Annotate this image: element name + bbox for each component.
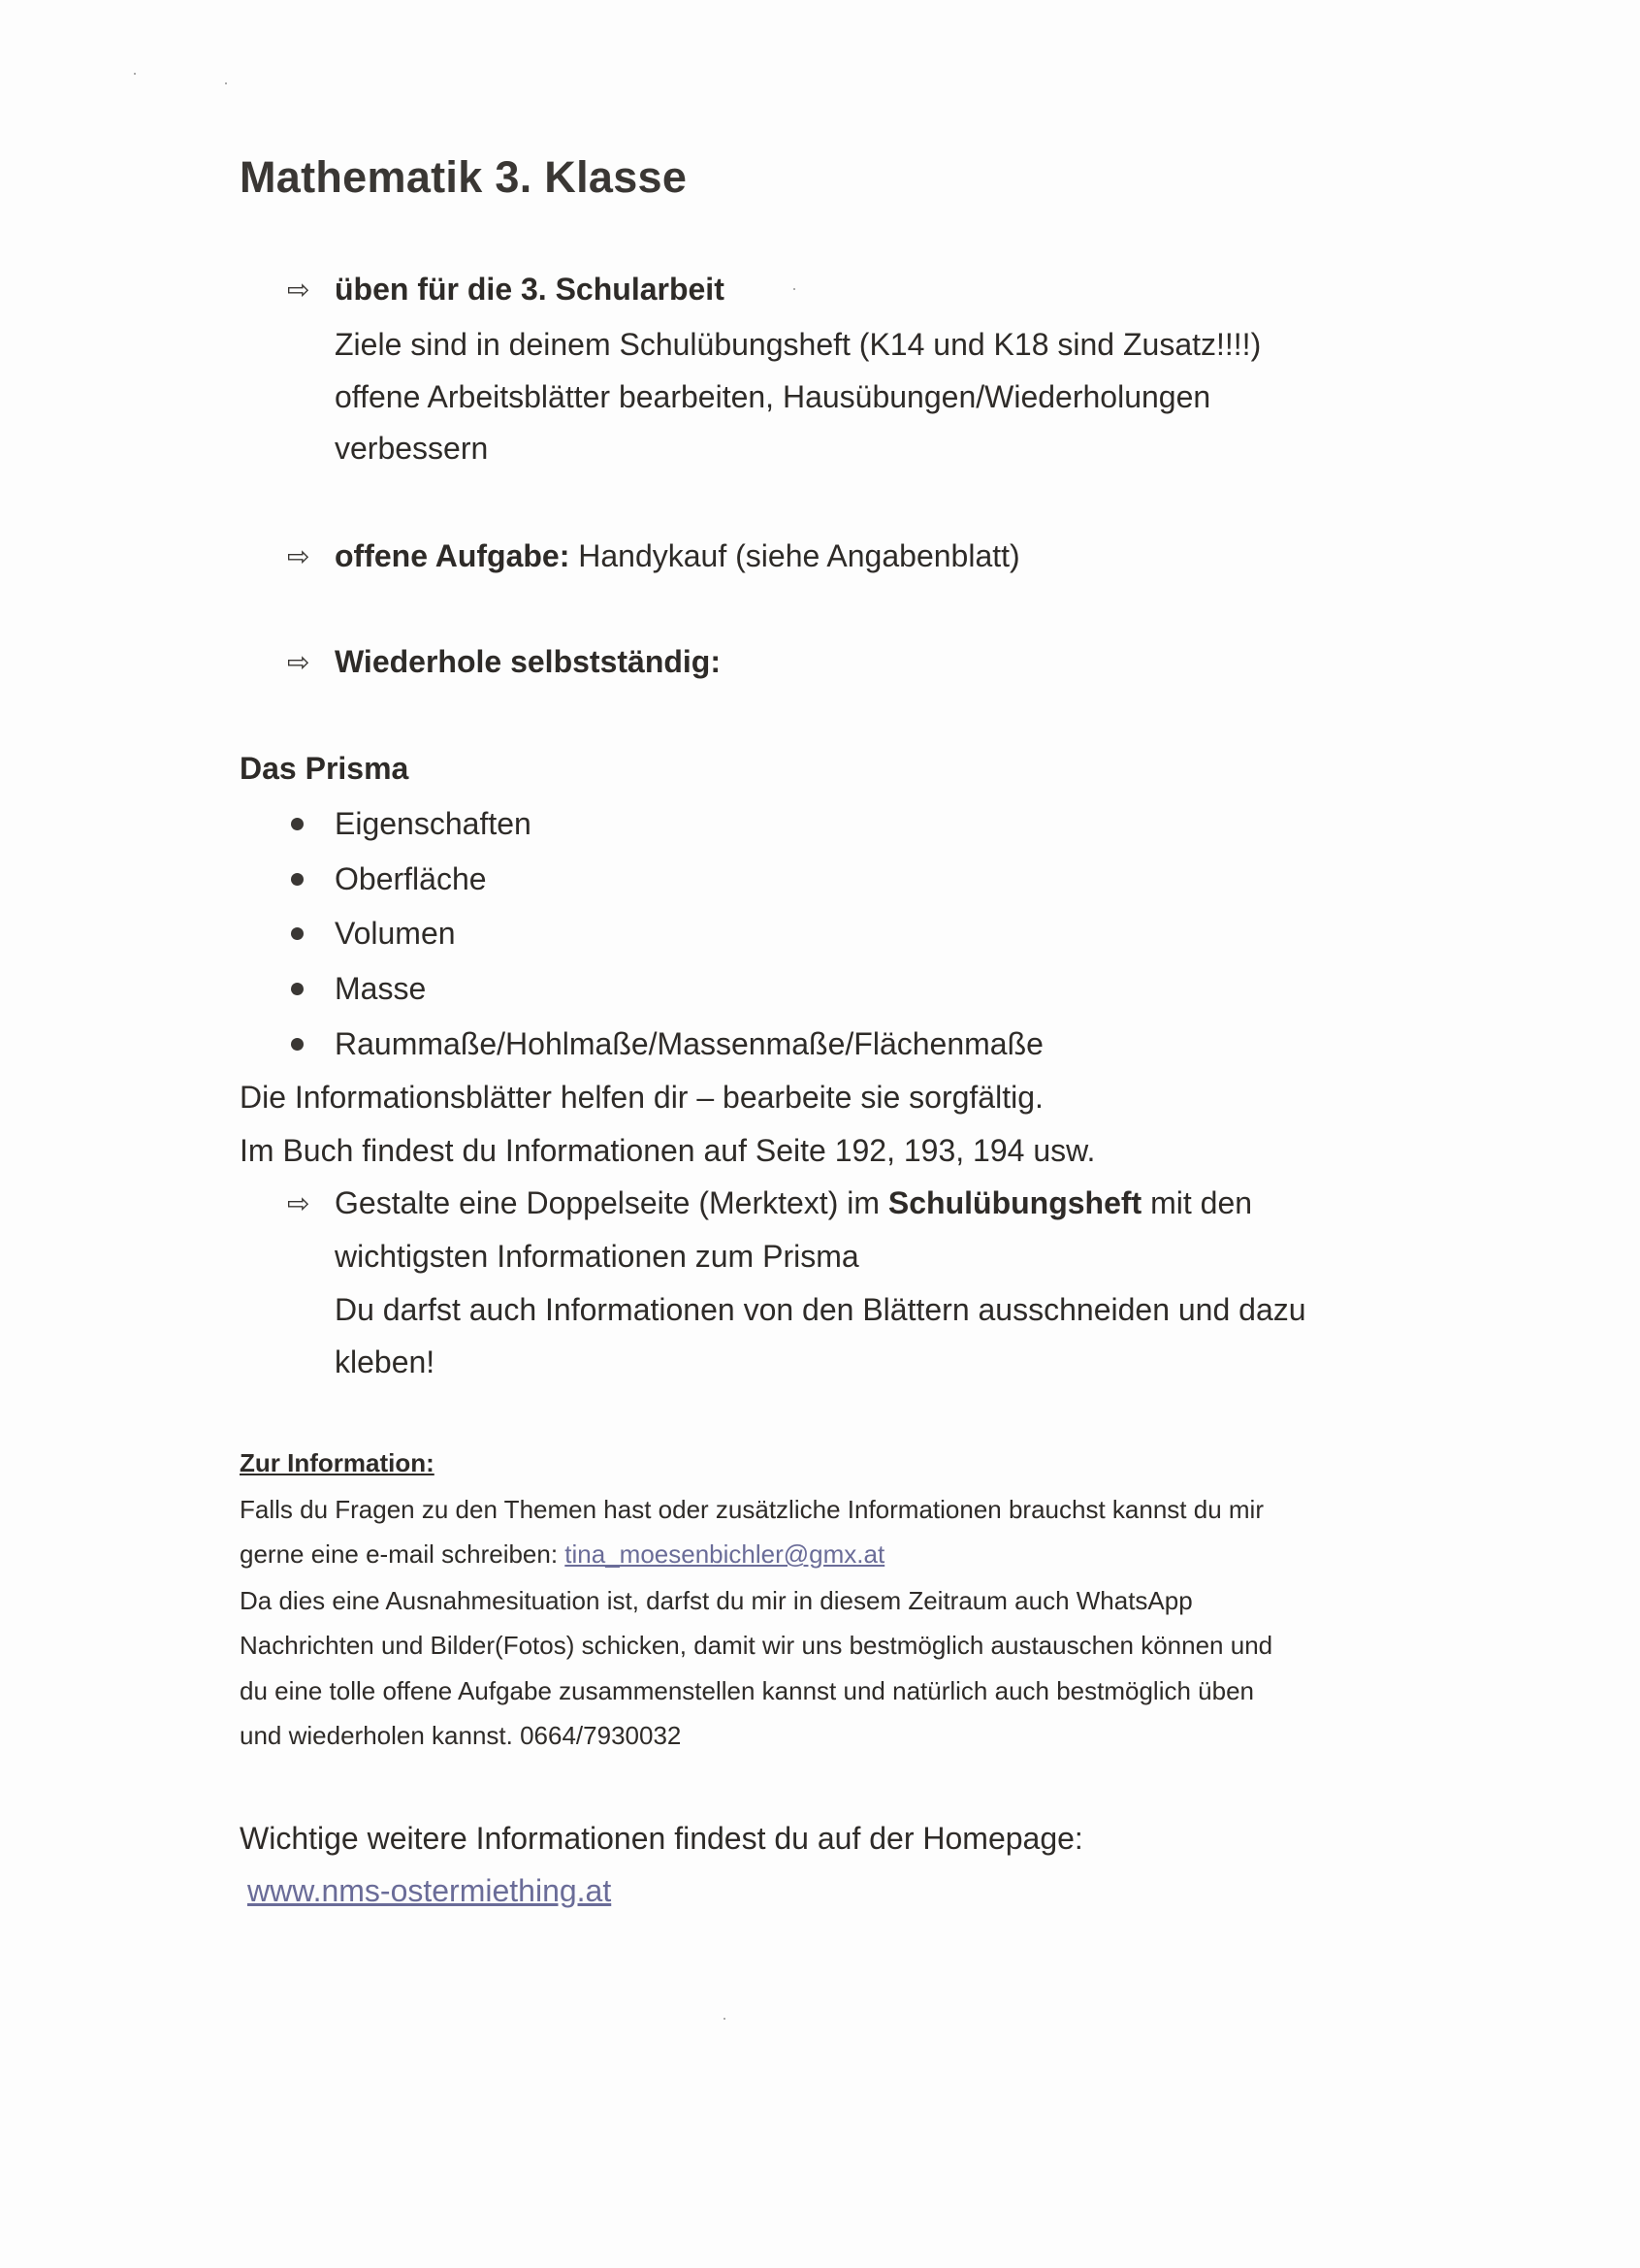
prisma-bullet: Eigenschaften (335, 806, 531, 841)
prisma-task-line: kleben! (335, 1345, 435, 1379)
email-prefix: gerne eine e-mail schreiben: (240, 1539, 565, 1569)
prisma-task-suffix: mit den (1142, 1185, 1253, 1220)
practice-line: offene Arbeitsblätter bearbeiten, Hausübungen/Wiederholungen (335, 379, 1211, 414)
scan-speck (225, 82, 227, 84)
prisma-task-line: wichtigsten Informationen zum Prisma (335, 1239, 859, 1274)
prisma-task-prefix: Gestalte eine Doppelseite (Merktext) im (335, 1185, 888, 1220)
email-link[interactable]: tina_moesenbichler@gmx.at (564, 1539, 885, 1569)
prisma-task (335, 1187, 1252, 1218)
open-task (335, 540, 1020, 571)
information-line: du eine tolle offene Aufgabe zusammenstellen kannst und natürlich auch bestmöglich üben (240, 1676, 1255, 1705)
practice-line: verbessern (335, 431, 489, 466)
homepage-link[interactable]: www.nms-ostermiething.at (247, 1873, 612, 1908)
information-line: Da dies eine Ausnahmesituation ist, darfst du mir in diesem Zeitraum auch WhatsApp (240, 1586, 1193, 1615)
bullet-icon (291, 873, 304, 886)
bullet-icon (291, 927, 304, 940)
scan-speck (724, 2018, 725, 2020)
information-line (240, 1541, 884, 1567)
bullet-icon (291, 818, 304, 830)
review-heading: Wiederhole selbstständig: (335, 644, 721, 679)
prisma-heading: Das Prisma (240, 751, 409, 786)
information-line: Falls du Fragen zu den Themen hast oder zusätzliche Informationen brauchst kannst du mir (240, 1495, 1264, 1524)
info-line: Die Informationsblätter helfen dir – bearbeite sie sorgfältig. (240, 1080, 1044, 1115)
prisma-bullet: Oberfläche (335, 861, 487, 896)
bullet-icon (291, 1038, 304, 1051)
practice-line: Ziele sind in deinem Schulübungsheft (K14 und K18 sind Zusatz!!!!) (335, 327, 1262, 362)
prisma-bullet: Raummaße/Hohlmaße/Massenmaße/Flächenmaße (335, 1026, 1044, 1061)
prisma-bullet: Masse (335, 971, 427, 1006)
information-line: Nachrichten und Bilder(Fotos) schicken, damit wir uns bestmöglich austauschen können und (240, 1631, 1273, 1660)
prisma-task-bold: Schulübungsheft (887, 1185, 1142, 1220)
info-line: Im Buch findest du Informationen auf Seite 192, 193, 194 usw. (240, 1133, 1096, 1168)
page-title: Mathematik 3. Klasse (240, 152, 688, 202)
arrow-icon: ⇨ (287, 1188, 310, 1218)
scan-speck (134, 73, 136, 75)
arrow-icon: ⇨ (287, 275, 310, 305)
homepage-text: Wichtige weitere Informationen findest du auf der Homepage: (240, 1821, 1083, 1856)
prisma-task-line: Du darfst auch Informationen von den Blättern ausschneiden und dazu (335, 1292, 1306, 1327)
open-task-label: offene Aufgabe: (335, 538, 570, 573)
information-line: und wiederholen kannst. 0664/7930032 (240, 1721, 682, 1750)
scan-speck (793, 288, 795, 290)
prisma-bullet: Volumen (335, 916, 456, 951)
arrow-icon: ⇨ (287, 541, 310, 571)
practice-heading: üben für die 3. Schularbeit (335, 272, 724, 307)
open-task-text: Handykauf (siehe Angabenblatt) (569, 538, 1020, 573)
arrow-icon: ⇨ (287, 647, 310, 677)
bullet-icon (291, 983, 304, 995)
information-heading: Zur Information: (240, 1448, 434, 1477)
